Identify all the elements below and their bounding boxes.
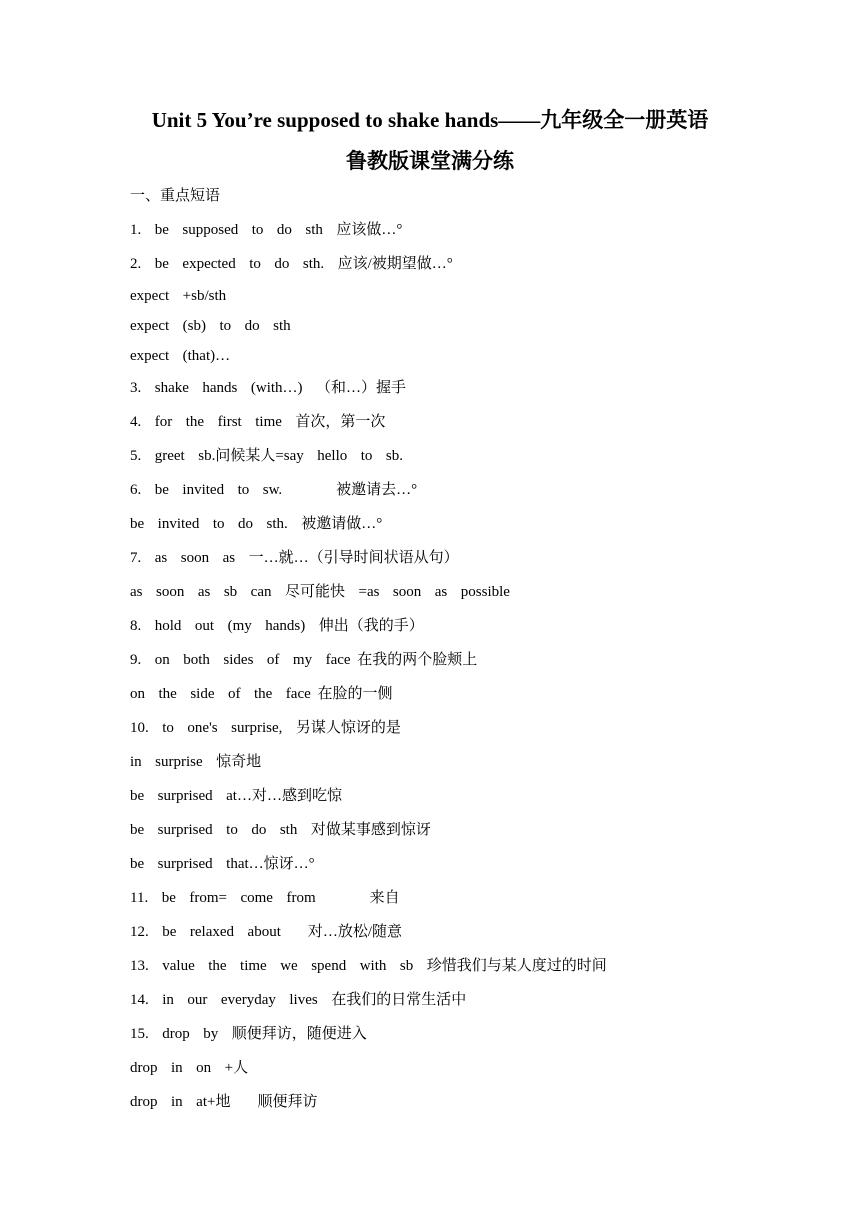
phrase-line: 4. for the first time 首次，第一次 bbox=[130, 414, 386, 430]
phrase-line: 12. be relaxed about 对…放松/随意 bbox=[130, 924, 403, 940]
phrase-line: 11. be from= come from 来自 bbox=[130, 890, 400, 906]
phrase-line: drop in at+地 顺便拜访 bbox=[130, 1094, 318, 1110]
phrase-line: be surprised at…对…感到吃惊 bbox=[130, 788, 342, 804]
phrase-line: 6. be invited to sw. 被邀请去…° bbox=[130, 482, 418, 498]
phrase-line: 9. on both sides of my face 在我的两个脸颊上 bbox=[130, 652, 478, 668]
phrase-line: 10. to one's surprise, 另谋人惊讶的是 bbox=[130, 720, 401, 736]
phrase-line: as soon as sb can 尽可能快 =as soon as possible bbox=[130, 584, 510, 600]
phrase-line: be surprised that…惊讶…° bbox=[130, 856, 315, 872]
document-title-line-1: Unit 5 You’re supposed to shake hands——九年级全一册英语 bbox=[151, 108, 709, 132]
phrase-list bbox=[130, 186, 770, 1112]
phrase-line: drop in on +人 bbox=[130, 1060, 249, 1076]
phrase-line: 一、重点短语 bbox=[130, 188, 221, 204]
phrase-line: 1. be supposed to do sth 应该做…° bbox=[130, 222, 403, 238]
phrase-line: 5. greet sb.问候某人=say hello to sb. bbox=[130, 448, 404, 464]
phrase-line: 13. value the time we spend with sb 珍惜我们与某人度过的时间 bbox=[130, 958, 607, 974]
phrase-line: expect +sb/sth bbox=[130, 288, 227, 304]
phrase-line: on the side of the face 在脸的一侧 bbox=[130, 686, 393, 702]
phrase-line: 15. drop by 顺便拜访，随便进入 bbox=[130, 1026, 367, 1042]
phrase-line: 2. be expected to do sth. 应该/被期望做…° bbox=[130, 256, 453, 272]
phrase-line: be invited to do sth. 被邀请做…° bbox=[130, 516, 383, 532]
phrase-line: 8. hold out (my hands) 伸出（我的手） bbox=[130, 618, 424, 634]
phrase-line: expect (that)… bbox=[130, 348, 231, 364]
phrase-line: 3. shake hands (with…) （和…）握手 bbox=[130, 380, 407, 396]
phrase-line: be surprised to do sth 对做某事感到惊讶 bbox=[130, 822, 431, 838]
phrase-line: expect (sb) to do sth bbox=[130, 318, 291, 334]
phrase-line: 14. in our everyday lives 在我们的日常生活中 bbox=[130, 992, 467, 1008]
phrase-line: 7. as soon as 一…就…（引导时间状语从句） bbox=[130, 550, 459, 566]
document-title-line-2: 鲁教版课堂满分练 bbox=[346, 149, 514, 173]
phrase-line: in surprise 惊奇地 bbox=[130, 754, 262, 770]
